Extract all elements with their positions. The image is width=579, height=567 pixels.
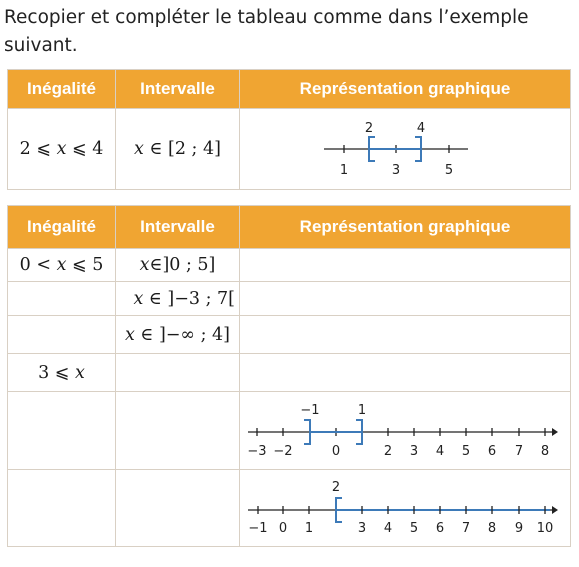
table-row — [8, 316, 571, 354]
exercise-table — [7, 205, 571, 547]
cell-representation — [240, 282, 571, 316]
cell-intervalle — [116, 354, 240, 392]
tick-label: 5 — [409, 521, 419, 536]
cell-inegalite — [8, 470, 116, 547]
cell-inegalite — [8, 316, 116, 354]
cell-intervalle — [116, 392, 240, 470]
cell-intervalle: x ∈ ]−∞ ; 4] — [116, 316, 240, 354]
table-row — [8, 282, 571, 316]
tick-label: 2 — [383, 444, 393, 459]
tick-label: 7 — [461, 521, 471, 536]
tick-label: 8 — [487, 521, 497, 536]
tick-label: 6 — [487, 444, 497, 459]
axis-arrow — [552, 428, 558, 436]
cell-inegalite — [8, 392, 116, 470]
tick-label: 3 — [391, 163, 401, 178]
tick-label: 5 — [461, 444, 471, 459]
tick-label: 0 — [331, 444, 341, 459]
tick-label: −2 — [273, 444, 293, 459]
tick-label: 1 — [304, 521, 314, 536]
cell-intervalle: x∈]0 ; 5] — [116, 249, 240, 282]
header-representation: Représentation graphique — [240, 70, 571, 109]
cell-representation — [240, 354, 571, 392]
number-line-row6 — [240, 470, 571, 546]
bracket-label: 4 — [416, 121, 426, 136]
bracket-label: 1 — [357, 403, 367, 418]
cell-intervalle: x ∈ ]−3 ; 7[ — [116, 282, 240, 316]
cell-representation — [240, 470, 571, 547]
tick-label: −3 — [247, 444, 267, 459]
header-intervalle: Intervalle — [116, 206, 240, 249]
tick-label: 7 — [514, 444, 524, 459]
tick-label: 0 — [278, 521, 288, 536]
cell-representation — [240, 392, 571, 470]
tick-label: 3 — [409, 444, 419, 459]
example-number-line — [240, 109, 571, 189]
tick-label: −1 — [248, 521, 268, 536]
cell-inegalite — [8, 282, 116, 316]
tick-label: 8 — [540, 444, 550, 459]
exercise-instruction: Recopier et compléter le tableau comme dans l’exemple suivant. — [4, 7, 529, 56]
tick-label: 6 — [435, 521, 445, 536]
bracket-label: −1 — [300, 403, 320, 418]
example-number-line-cell — [240, 109, 571, 190]
table-row — [8, 249, 571, 282]
example-table — [7, 69, 571, 190]
cell-intervalle — [116, 470, 240, 547]
header-inegalite: Inégalité — [8, 206, 116, 249]
tick-label: 1 — [339, 163, 349, 178]
table-row — [8, 354, 571, 392]
bracket-label: 2 — [364, 121, 374, 136]
header-intervalle: Intervalle — [116, 70, 240, 109]
header-representation: Représentation graphique — [240, 206, 571, 249]
cell-inegalite: 0 < x ⩽ 5 — [8, 249, 116, 282]
bracket-label: 2 — [331, 480, 341, 495]
example-intervalle: x ∈ [2 ; 4] — [116, 109, 240, 190]
axis-arrow — [552, 506, 558, 514]
tick-label: 4 — [435, 444, 445, 459]
tick-label: 9 — [514, 521, 524, 536]
tick-label: 4 — [383, 521, 393, 536]
table-row — [8, 470, 571, 547]
tick-label: 3 — [357, 521, 367, 536]
header-inegalite: Inégalité — [8, 70, 116, 109]
example-inegalite: 2 ⩽ x ⩽ 4 — [8, 109, 116, 190]
cell-representation — [240, 249, 571, 282]
number-line-row5 — [240, 392, 571, 469]
table-row — [8, 392, 571, 470]
tick-label: 5 — [444, 163, 454, 178]
tick-label: 10 — [536, 521, 554, 536]
cell-representation — [240, 316, 571, 354]
cell-inegalite: 3 ⩽ x — [8, 354, 116, 392]
